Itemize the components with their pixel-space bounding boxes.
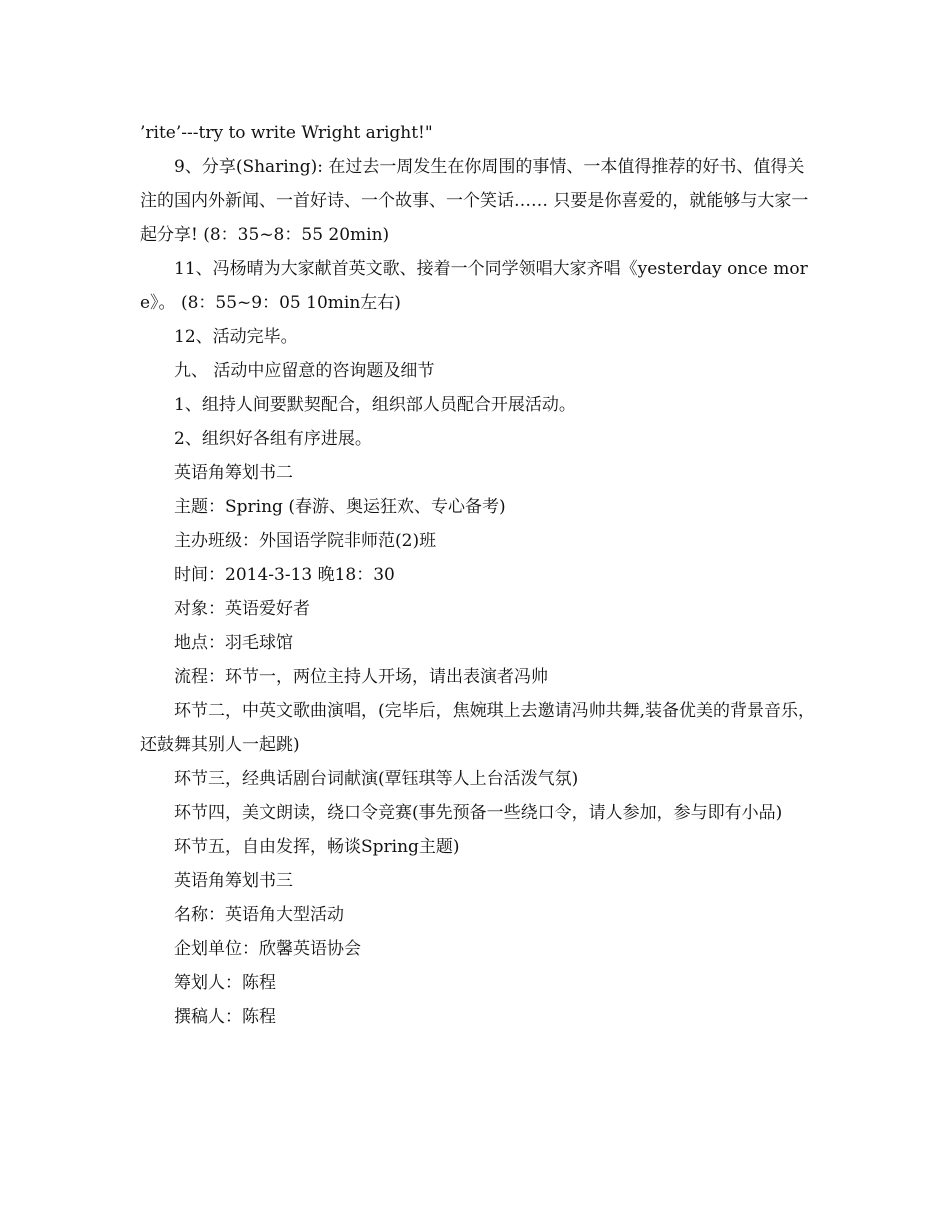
- plan-host-class: 主办班级：外国语学院非师范(2)班: [174, 531, 437, 551]
- plan-process-step-5: 环节五，自由发挥，畅谈Spring主题): [174, 837, 460, 857]
- plan-title-two: 英语角筹划书二: [174, 463, 293, 483]
- plan-writer: 撰稿人：陈程: [174, 1007, 276, 1027]
- paragraph-note-2: 2、组织好各组有序进展。: [174, 429, 372, 449]
- plan-organizer: 企划单位：欣馨英语协会: [174, 939, 361, 959]
- paragraph-item-11-song: 11、冯杨晴为大家献首英文歌、接着一个同学领唱大家齐唱《yesterday once more》。 (8：55~9：05 10min左右): [140, 259, 808, 313]
- plan-audience: 对象：英语爱好者: [174, 599, 310, 619]
- plan-theme: 主题：Spring (春游、奥运狂欢、专心备考): [174, 497, 506, 517]
- plan-name: 名称：英语角大型活动: [174, 905, 344, 925]
- plan-time: 时间：2014-3-13 晚18：30: [174, 565, 395, 585]
- plan-process-step-1: 流程：环节一，两位主持人开场，请出表演者冯帅: [174, 667, 548, 687]
- plan-process-step-3: 环节三，经典话剧台词献演(覃钰琪等人上台活泼气氛): [174, 769, 579, 789]
- paragraph-note-1: 1、组持人间要默契配合，组织部人员配合开展活动。: [174, 395, 576, 415]
- section-heading-notes: 九、 活动中应留意的咨询题及细节: [174, 361, 435, 381]
- document-body: [140, 116, 818, 1034]
- plan-process-step-2: 环节二，中英文歌曲演唱，(完毕后，焦婉琪上去邀请冯帅共舞,装备优美的背景音乐，还鼓舞其别人一起跳): [140, 701, 816, 755]
- plan-title-three: 英语角筹划书三: [174, 871, 293, 891]
- paragraph-item-9-sharing: 9、分享(Sharing): 在过去一周发生在你周围的事情、一本值得推荐的好书、值得关注的国内外新闻、一首好诗、一个故事、一个笑话…… 只要是你喜爱的，就能够与大家一起分享! (8：35~8：55 20min): [140, 157, 809, 245]
- paragraph-quote-continuation: ’rite’---try to write Wright aright!": [140, 123, 433, 143]
- plan-planner: 筹划人：陈程: [174, 973, 276, 993]
- plan-location: 地点：羽毛球馆: [174, 633, 293, 653]
- paragraph-item-12-end: 12、活动完毕。: [174, 327, 298, 347]
- plan-process-step-4: 环节四，美文朗读，绕口令竞赛(事先预备一些绕口令，请人参加，参与即有小品): [174, 803, 783, 823]
